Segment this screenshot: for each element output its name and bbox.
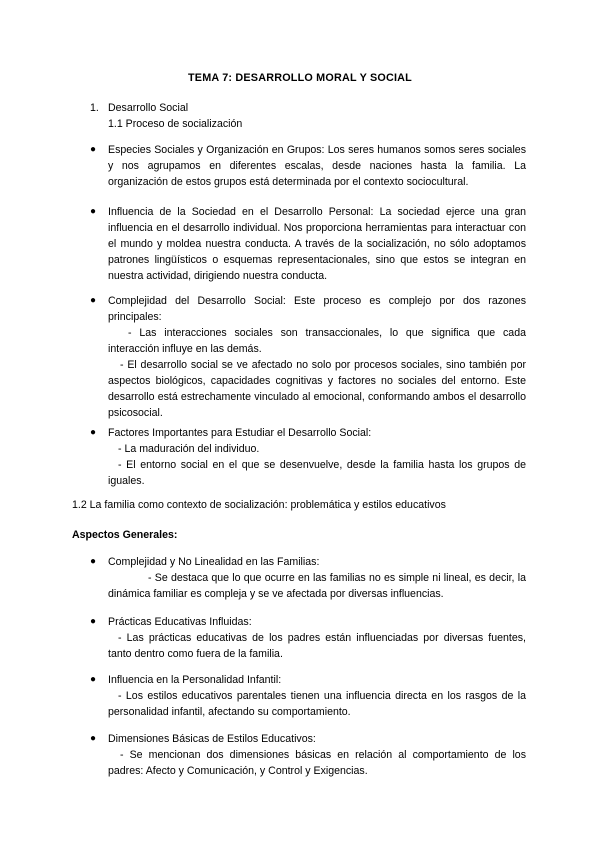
paragraph-especies-sociales: Especies Sociales y Organización en Grupos: Los seres humanos somos seres sociales y nos agrupamos en diferentes escalas, desde naciones hasta la familia. La organización de estos grupos está determinada por el contexto sociocultural. — [108, 144, 526, 188]
paragraph-complejidad-reason-2: - El desarrollo social se ve afectado no solo por procesos sociales, sino también por aspectos biológicos, capacidades cognitivas y factores no sociales del entorno. Este desarrollo está estrechamente vinculado al emocional, conformando ambos el desarrollo psicosocial. — [108, 359, 526, 419]
aspect-body-personalidad: - Los estilos educativos parentales tienen una influencia directa en los rasgos de la personalidad infantil, afectando su comportamiento. — [108, 690, 526, 718]
aspect-heading-practicas: Prácticas Educativas Influidas: — [108, 616, 252, 628]
aspect-body-practicas: - Las prácticas educativas de los padres están influenciadas por diversas fuentes, tanto dentro como fuera de la familia. — [108, 632, 526, 660]
aspect-heading-dimensiones: Dimensiones Básicas de Estilos Educativos: — [108, 733, 316, 745]
bullet-icon: ● — [90, 427, 97, 438]
page-title: TEMA 7: DESARROLLO MORAL Y SOCIAL — [188, 72, 412, 84]
bullet-icon: ● — [90, 295, 97, 306]
bullet-icon: ● — [90, 733, 97, 744]
bullet-icon: ● — [90, 206, 97, 217]
aspect-heading-personalidad: Influencia en la Personalidad Infantil: — [108, 674, 282, 686]
bullet-icon: ● — [90, 144, 97, 155]
bullet-icon: ● — [90, 556, 97, 567]
paragraph-complejidad-reason-1: - Las interacciones sociales son transaccionales, lo que significa que cada interacción influye en las demás. — [108, 327, 526, 355]
subsection-heading: 1.1 Proceso de socialización — [108, 118, 243, 130]
aspect-heading-complejidad: Complejidad y No Linealidad en las Familias: — [108, 556, 320, 568]
bullet-icon: ● — [90, 616, 97, 627]
section-heading: Desarrollo Social — [108, 102, 189, 114]
aspect-body-complejidad: - Se destaca que lo que ocurre en las familias no es simple ni lineal, es decir, la dinámica familiar es compleja y se ve afectada por diversas influencias. — [108, 572, 526, 600]
aspectos-generales-heading: Aspectos Generales: — [72, 529, 178, 541]
aspect-body-dimensiones: - Se mencionan dos dimensiones básicas en relación al comportamiento de los padres: Afecto y Comunicación, y Control y Exigencias. — [108, 749, 526, 777]
factor-item-1: - La maduración del individuo. — [118, 443, 260, 455]
factor-item-2: - El entorno social en el que se desenvuelve, desde la familia hasta los grupos de iguales. — [108, 459, 526, 487]
paragraph-complejidad-intro: Complejidad del Desarrollo Social: Este proceso es complejo por dos razones principales: — [108, 295, 526, 323]
bullet-icon: ● — [90, 674, 97, 685]
section-number: 1. — [90, 102, 99, 114]
paragraph-influencia-sociedad: Influencia de la Sociedad en el Desarrollo Personal: La sociedad ejerce una gran influencia en el desarrollo individual. Nos proporciona herramientas para interactuar con el mundo y moldea nuestra conducta. A través de la socialización, no sólo adoptamos patrones lingüísticos o esquemas representacionales, sino que estos se integran en nuestra actividad, dirigiendo nuestra conducta. — [108, 206, 526, 282]
paragraph-factores-intro: Factores Importantes para Estudiar el Desarrollo Social: — [108, 427, 372, 439]
section-1-2-heading: 1.2 La familia como contexto de socialización: problemática y estilos educativos — [72, 499, 446, 511]
